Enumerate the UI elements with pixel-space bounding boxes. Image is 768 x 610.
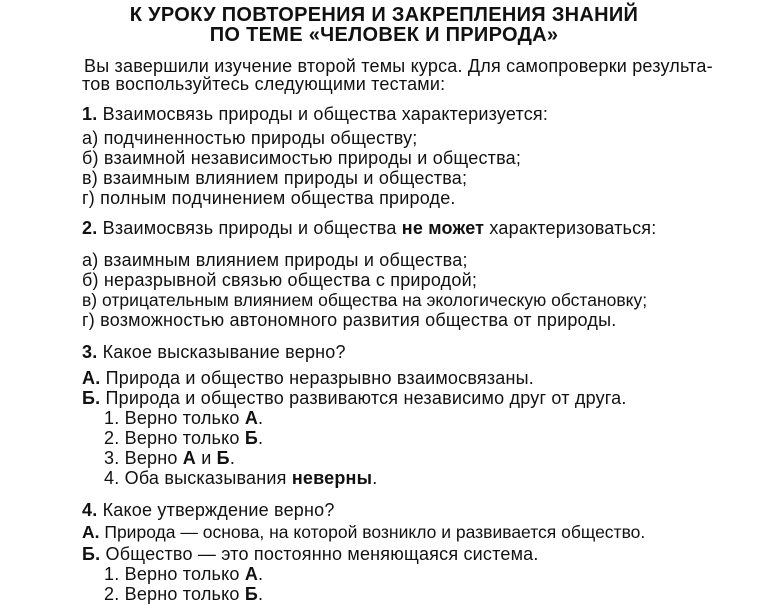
question-1 [82, 104, 548, 124]
answer-text: 1. Верно только [104, 408, 245, 428]
statement-a-label: А. [82, 368, 101, 388]
answer-emphasis: А [244, 408, 259, 428]
statement-a-text: Природа и общество неразрывно взаимосвязаны. [105, 368, 534, 388]
question-4-text: Какое утверждение верно? [102, 500, 335, 520]
question-4-statement-a [82, 522, 645, 542]
statement-a-text: Природа — основа, на которой возникло и развивается общество. [104, 522, 646, 542]
question-3-answer-1 [104, 408, 263, 428]
answer-emphasis: неверны [291, 468, 373, 488]
answer-punct: . [229, 448, 236, 468]
question-1-option-a: а) подчиненностью природы обществу; [82, 128, 418, 148]
answer-text: 1. Верно только [104, 564, 245, 584]
question-4 [82, 500, 335, 520]
question-3-number: 3. [82, 342, 98, 362]
question-1-option-b: б) взаимной независимостью природы и общества; [82, 148, 522, 168]
statement-b-text: Общество — это постоянно меняющаяся система. [105, 544, 539, 564]
statement-b-label: Б. [82, 544, 101, 564]
question-2-option-c: в) отрицательным влиянием общества на экологическую обстановку; [82, 290, 648, 310]
answer-text: и [196, 448, 217, 468]
question-3-answer-3 [104, 448, 235, 468]
answer-emphasis: Б [216, 448, 230, 468]
question-2-option-b: б) неразрывной связью общества с природой; [82, 270, 478, 290]
answer-text: 4. Оба высказывания [104, 468, 292, 488]
answer-emphasis: Б [244, 428, 258, 448]
intro-line-2: тов воспользуйтесь следующими тестами: [82, 74, 446, 94]
question-3-text: Какое высказывание верно? [102, 342, 346, 362]
question-3-answer-2 [104, 428, 263, 448]
statement-a-label: А. [82, 522, 100, 542]
question-2-emphasis: не может [401, 218, 485, 238]
answer-punct: . [257, 584, 264, 604]
question-1-text: Взаимосвязь природы и общества характеризуется: [102, 104, 549, 124]
question-3 [82, 342, 346, 362]
answer-punct: . [257, 428, 264, 448]
question-4-answer-2 [104, 584, 263, 604]
statement-b-label: Б. [82, 388, 101, 408]
answer-punct: . [258, 564, 264, 584]
question-3-answer-4 [104, 468, 377, 488]
question-4-statement-b [82, 544, 539, 564]
answer-text: 3. Верно [104, 448, 183, 468]
question-1-option-c: в) взаимным влиянием природы и общества; [82, 168, 468, 188]
answer-text: 2. Верно только [104, 584, 245, 604]
page-title-line-1: К УРОКУ ПОВТОРЕНИЯ И ЗАКРЕПЛЕНИЯ ЗНАНИЙ [129, 4, 639, 26]
question-4-number: 4. [82, 500, 98, 520]
question-2-option-a: а) взаимным влиянием природы и общества; [82, 250, 468, 270]
question-1-option-d: г) полным подчинением общества природе. [82, 188, 456, 208]
question-2 [82, 218, 656, 238]
question-3-statement-b [82, 388, 627, 408]
page-title-line-2: ПО ТЕМЕ «ЧЕЛОВЕК И ПРИРОДА» [209, 24, 559, 46]
question-2-option-d: г) возможностью автономного развития общества от природы. [82, 310, 617, 330]
statement-b-text: Природа и общество развиваются независимо друг от друга. [105, 388, 627, 408]
question-3-statement-a [82, 368, 534, 388]
question-2-text-end: характеризоваться: [484, 218, 657, 238]
question-4-answer-1 [104, 564, 263, 584]
answer-punct: . [258, 408, 264, 428]
question-2-text-start: Взаимосвязь природы и общества [102, 218, 402, 238]
answer-emphasis: Б [244, 584, 258, 604]
intro-line-1: Вы завершили изучение второй темы курса. Для самопроверки результа- [84, 56, 713, 76]
answer-text: 2. Верно только [104, 428, 245, 448]
question-1-number: 1. [82, 104, 98, 124]
answer-emphasis: А [182, 448, 196, 468]
answer-punct: . [372, 468, 378, 488]
answer-emphasis: А [244, 564, 259, 584]
question-2-number: 2. [82, 218, 98, 238]
